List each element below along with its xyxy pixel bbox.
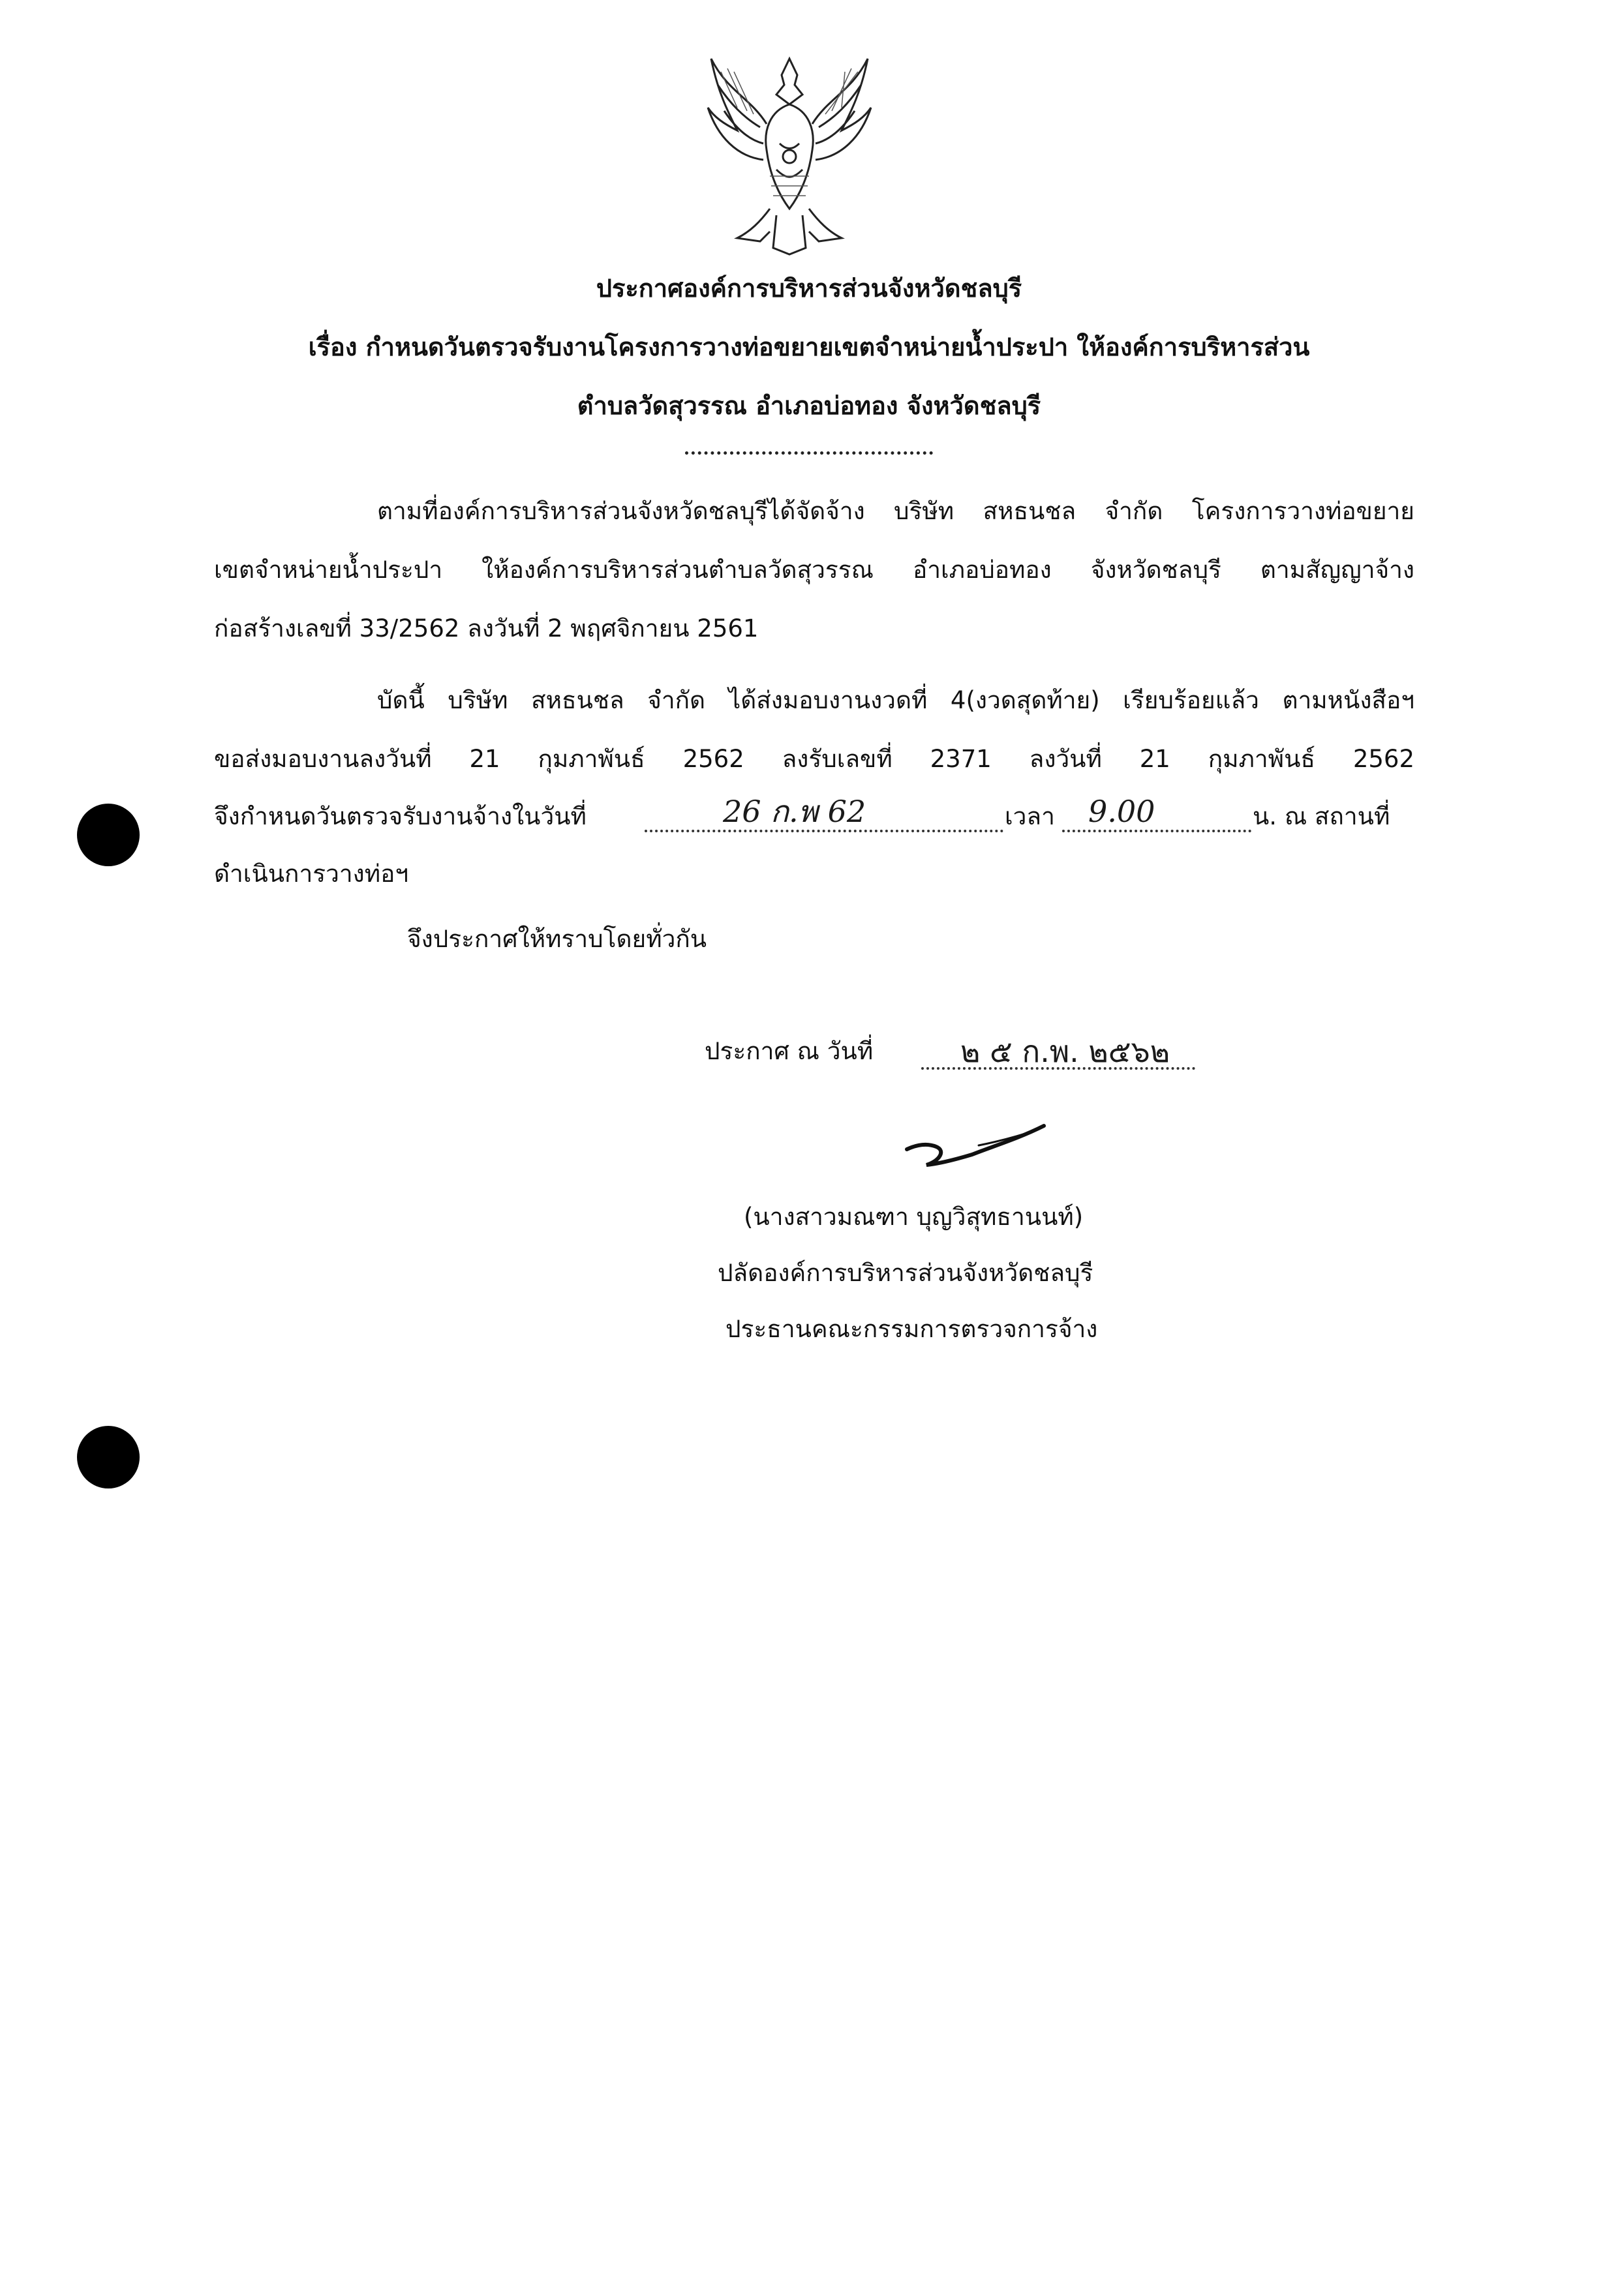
- inspection-date-handwritten: 26 ก.พ 62: [723, 794, 866, 829]
- announcement-location: ตำบลวัดสุวรรณ อำเภอบ่อทอง จังหวัดชลบุรี: [577, 391, 1041, 420]
- garuda-emblem: [698, 46, 881, 261]
- inspection-time-label: เวลา: [1005, 802, 1055, 830]
- announce-date-field: [921, 1036, 1195, 1070]
- handwritten-signature: [900, 1109, 1057, 1181]
- p2-line-1: บัดนี้ บริษัท สหธนชล จำกัด ได้ส่งมอบงานงวดที่ 4(งวดสุดท้าย) เรียบร้อยแล้ว ตามหนังสือฯ: [377, 686, 1414, 714]
- p1-line-3: ก่อสร้างเลขที่ 33/2562 ลงวันที่ 2 พฤศจิกายน 2561: [214, 614, 759, 642]
- announcement-subject: เรื่อง กำหนดวันตรวจรับงานโครงการวางท่อขยายเขตจำหน่ายน้ำประปา ให้องค์การบริหารส่วน: [308, 333, 1310, 361]
- inspection-time-field: [1062, 794, 1251, 832]
- p1-line-1: ตามที่องค์การบริหารส่วนจังหวัดชลบุรีได้จัดจ้าง บริษัท สหธนชล จำกัด โครงการวางท่อขยาย: [377, 497, 1414, 525]
- announce-date-handwritten: ๒ ๕ ก.พ. ๒๕๖๒: [960, 1034, 1170, 1069]
- p1-line-2: เขตจำหน่ายน้ำประปา ให้องค์การบริหารส่วนตำบลวัดสุวรรณ อำเภอบ่อทอง จังหวัดชลบุรี ตามสัญญาจ้าง: [214, 556, 1414, 584]
- signatory-position-2: ประธานคณะกรรมการตรวจการจ้าง: [725, 1315, 1098, 1343]
- inspection-date-field: [645, 794, 1003, 832]
- signatory-name: (นางสาวมณฑา บุญวิสุทธานนท์): [744, 1203, 1084, 1231]
- announce-date-label: ประกาศ ณ วันที่: [705, 1037, 874, 1065]
- inspection-date-label: จึงกำหนดวันตรวจรับงานจ้างในวันที่: [214, 802, 587, 830]
- title-separator: [685, 451, 933, 455]
- signatory-position-1: ปลัดองค์การบริหารส่วนจังหวัดชลบุรี: [718, 1259, 1093, 1287]
- punch-hole-bottom: [77, 1426, 140, 1488]
- inspection-time-handwritten: 9.00: [1088, 794, 1155, 829]
- p3-line: จึงประกาศให้ทราบโดยทั่วกัน: [407, 925, 707, 953]
- punch-hole-top: [77, 804, 140, 866]
- p2-line-4: ดำเนินการวางท่อฯ: [214, 860, 409, 888]
- announcement-title: ประกาศองค์การบริหารส่วนจังหวัดชลบุรี: [596, 274, 1022, 303]
- p2-line-3: [214, 794, 1414, 832]
- inspection-place-label: น. ณ สถานที่: [1253, 802, 1390, 830]
- p2-line-2: ขอส่งมอบงานลงวันที่ 21 กุมภาพันธ์ 2562 ลงรับเลขที่ 2371 ลงวันที่ 21 กุมภาพันธ์ 2562: [214, 745, 1414, 773]
